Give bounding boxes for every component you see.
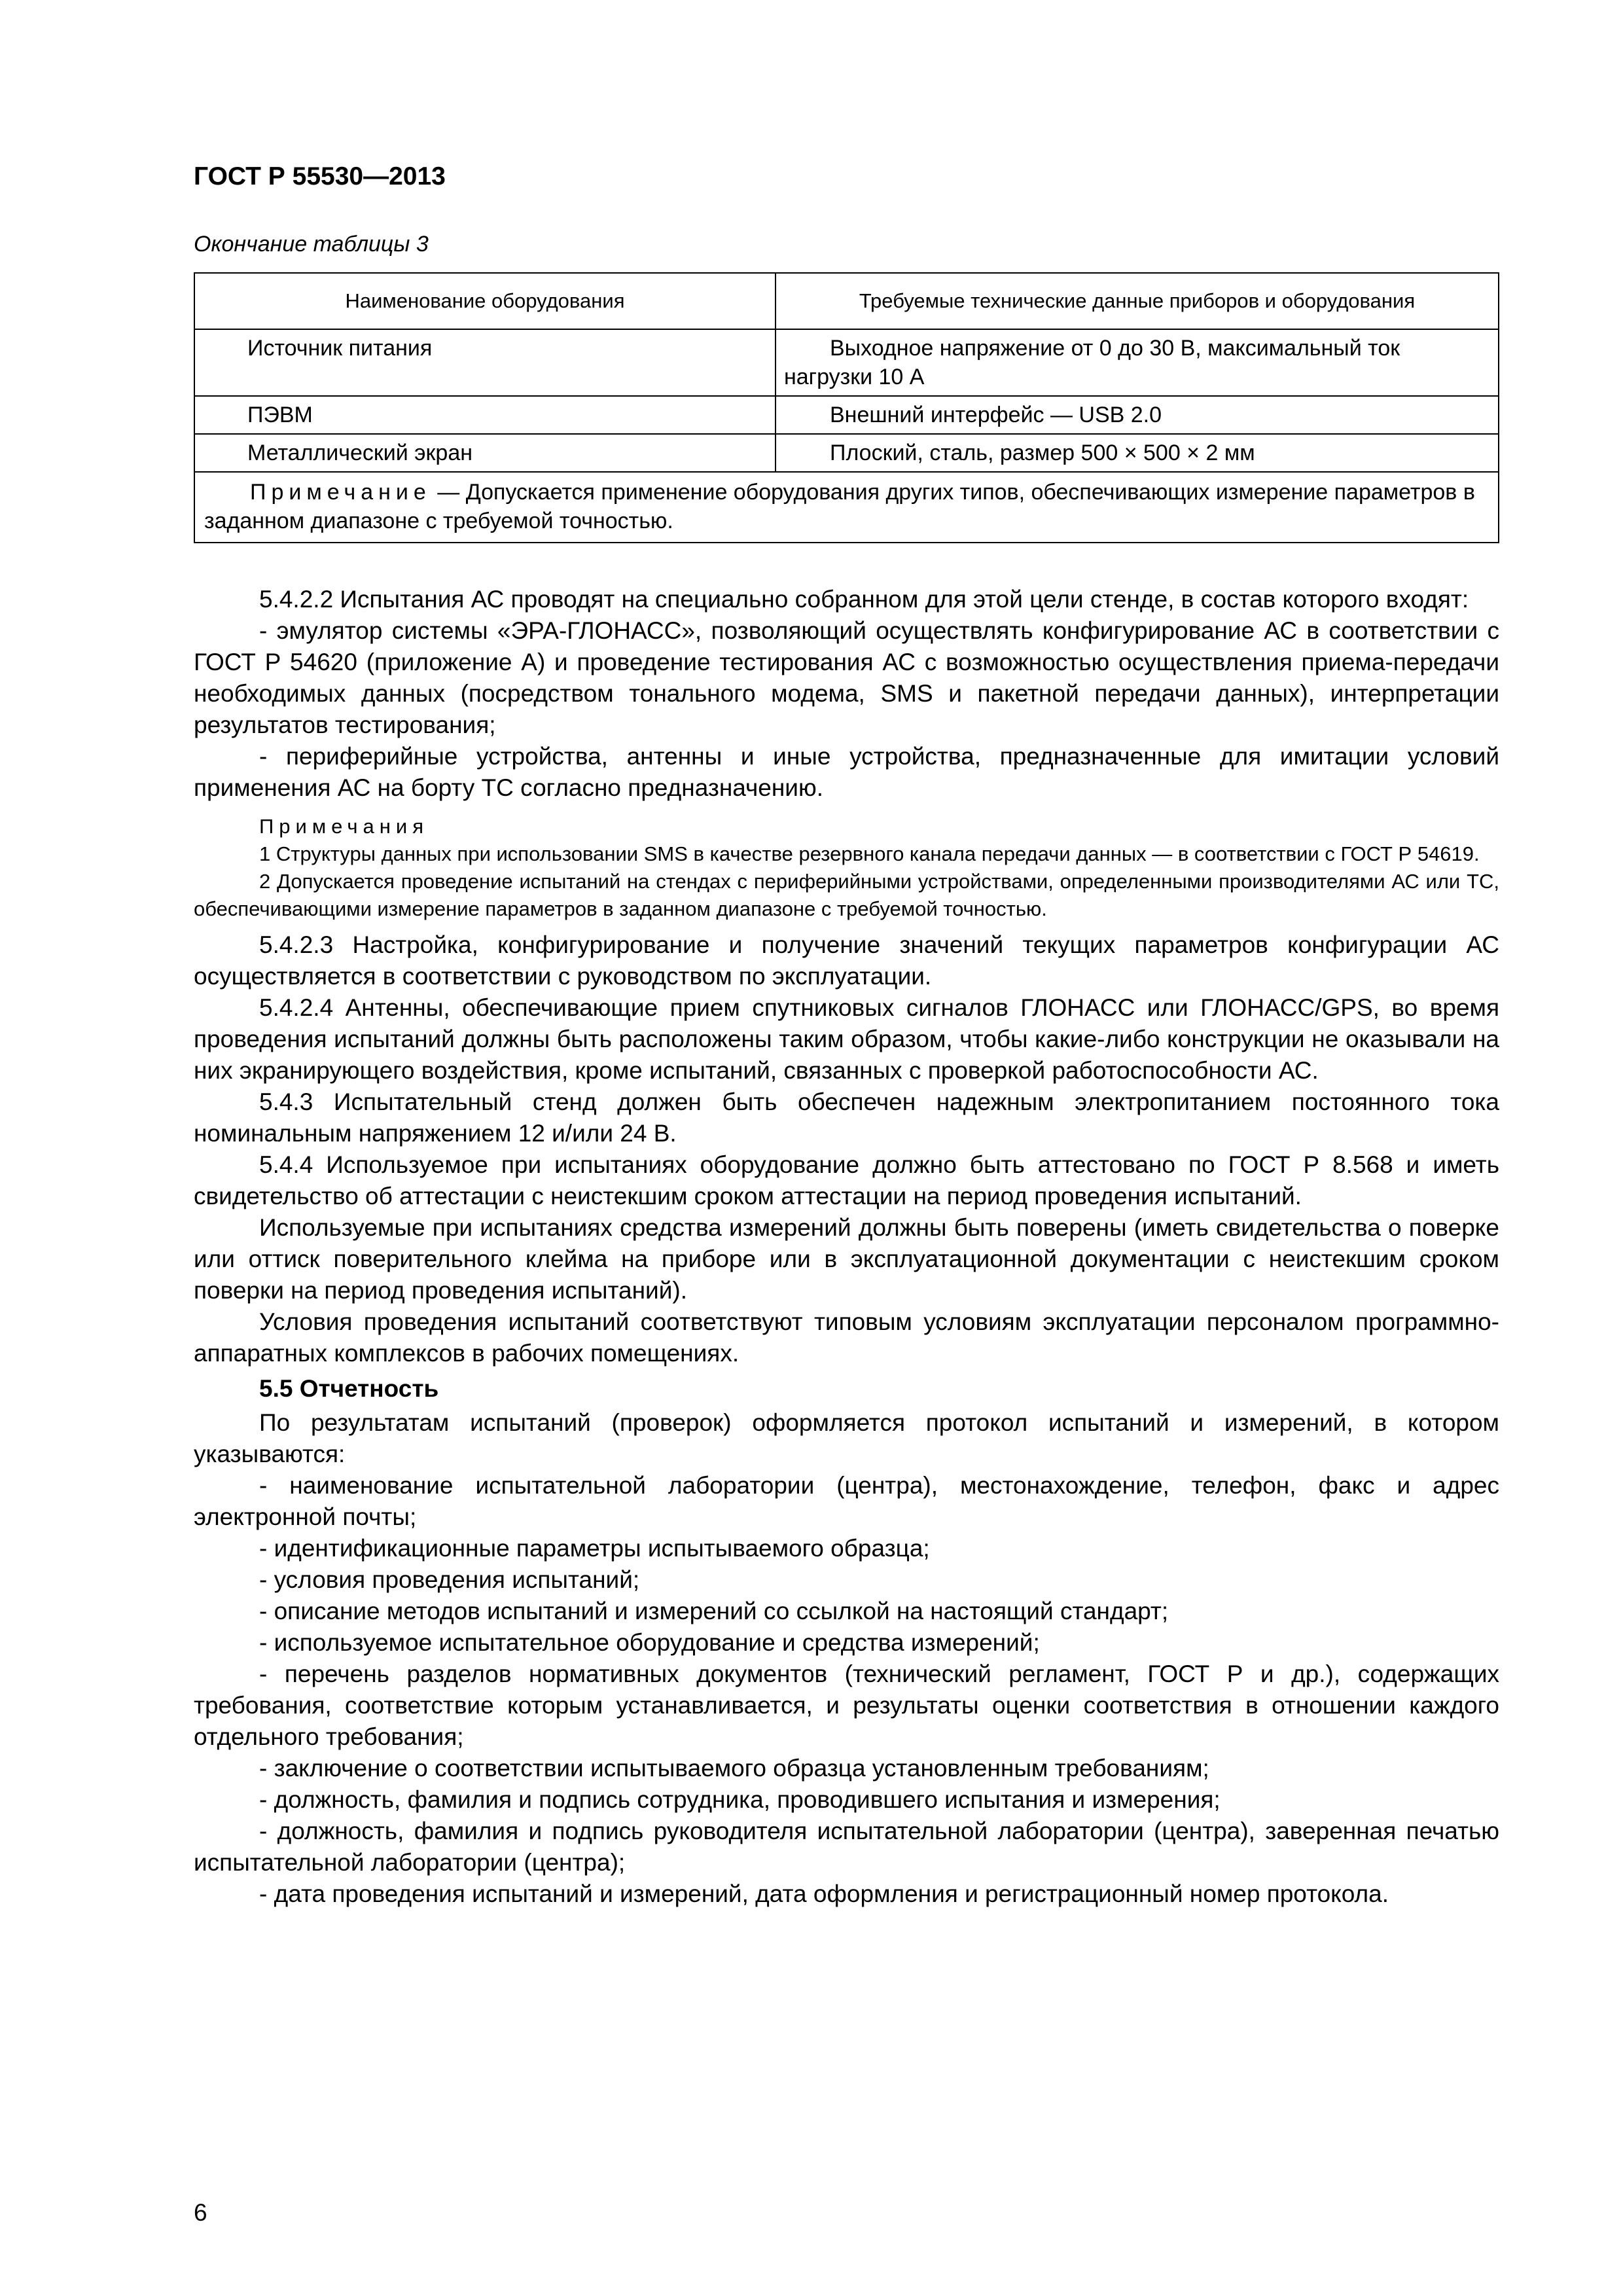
table-header-row	[194, 273, 1499, 329]
paragraph: 5.4.2.2 Испытания АС проводят на специально собранном для этой цели стенде, в состав которого входят:	[259, 586, 1469, 613]
list-item: - должность, фамилия и подпись сотрудника, проводившего испытания и измерения;	[259, 1786, 1221, 1813]
column-header-specs: Требуемые технические данные приборов и оборудования	[776, 273, 1499, 329]
spec-text: Выходное напряжение от 0 до 30 В, максимальный ток нагрузки 10 А	[784, 336, 1400, 389]
table-row	[194, 396, 1499, 434]
document-id-header: ГОСТ Р 55530—2013	[194, 162, 446, 190]
table-note-cell	[194, 472, 1499, 543]
list-item: - эмулятор системы «ЭРА-ГЛОНАСС», позволяющий осуществлять конфигурирование АС в соответствии с ГОСТ Р 54620 (приложение А) и проведение тестирования АС с возможностью осуществления приема-передачи необходимых данных (посредством тонального модема, SMS и пакетной передачи данных), интерпретации результатов тестирования;	[194, 617, 1499, 738]
note-item: 2 Допускается проведение испытаний на стендах с периферийными устройствами, определенными производителями АС или ТС, обеспечивающими измерение параметров в заданном диапазоне с требуемой точностью.	[194, 870, 1499, 920]
list-item: - перечень разделов нормативных документов (технический регламент, ГОСТ Р и др.), содержащих требования, соответствие которым устанавливается, и результаты оценки соответствия в отношении каждого отдельного требования;	[194, 1660, 1499, 1750]
equipment-spec-cell	[776, 329, 1499, 396]
equipment-table	[194, 272, 1499, 543]
list-item: - должность, фамилия и подпись руководителя испытательной лаборатории (центра), заверенная печатью испытательной лаборатории (центра);	[194, 1818, 1499, 1876]
spec-text: Плоский, сталь, размер 500 × 500 × 2 мм	[830, 440, 1255, 465]
list-item: - периферийные устройства, антенны и иные устройства, предназначенные для имитации условий применения АС на борту ТС согласно предназначению.	[194, 743, 1499, 801]
document-body	[194, 584, 1499, 1910]
list-item: - используемое испытательное оборудование и средства измерений;	[259, 1629, 1040, 1656]
paragraph: По результатам испытаний (проверок) оформляется протокол испытаний и измерений, в котором указываются:	[194, 1409, 1499, 1467]
table-note-row	[194, 472, 1499, 543]
equipment-spec-cell	[776, 396, 1499, 434]
paragraph: Условия проведения испытаний соответствуют типовым условиям эксплуатации персоналом программно-аппаратных комплексов в рабочих помещениях.	[194, 1308, 1499, 1367]
equipment-spec-cell	[776, 434, 1499, 472]
spec-text: Внешний интерфейс — USB 2.0	[830, 403, 1162, 427]
list-item: - описание методов испытаний и измерений со ссылкой на настоящий стандарт;	[259, 1598, 1169, 1624]
page-number: 6	[194, 2199, 207, 2226]
table-caption: Окончание таблицы 3	[194, 232, 429, 257]
notes-heading: Примечания	[259, 815, 429, 838]
paragraph: 5.4.3 Испытательный стенд должен быть обеспечен надежным электропитанием постоянного тока номинальным напряжением 12 и/или 24 В.	[194, 1088, 1499, 1147]
table-row	[194, 434, 1499, 472]
list-item: - заключение о соответствии испытываемого образца установленным требованиям;	[259, 1755, 1209, 1782]
note-label: Примечание	[250, 480, 431, 505]
note-item: 1 Структуры данных при использовании SMS в качестве резервного канала передачи данных — в соответствии с ГОСТ Р 54619.	[259, 842, 1480, 865]
column-header-equipment: Наименование оборудования	[194, 273, 776, 329]
table-row	[194, 329, 1499, 396]
equipment-name-cell: Металлический экран	[194, 434, 776, 472]
list-item: - наименование испытательной лаборатории (центра), местонахождение, телефон, факс и адрес электронной почты;	[194, 1472, 1499, 1530]
equipment-name-cell: Источник питания	[194, 329, 776, 396]
equipment-name-cell: ПЭВМ	[194, 396, 776, 434]
paragraph: 5.4.4 Используемое при испытаниях оборудование должно быть аттестовано по ГОСТ Р 8.568 и иметь свидетельство об аттестации с неистекшим сроком аттестации на период проведения испытаний.	[194, 1151, 1499, 1210]
section-heading: 5.5 Отчетность	[259, 1375, 439, 1402]
list-item: - идентификационные параметры испытываемого образца;	[259, 1535, 930, 1562]
paragraph: 5.4.2.4 Антенны, обеспечивающие прием спутниковых сигналов ГЛОНАСС или ГЛОНАСС/GPS, во время проведения испытаний должны быть расположены таким образом, чтобы какие-либо конструкции не оказывали на них экранирующего воздействия, кроме испытаний, связанных с проверкой работоспособности АС.	[194, 994, 1499, 1084]
list-item: - условия проведения испытаний;	[259, 1566, 640, 1593]
paragraph: 5.4.2.3 Настройка, конфигурирование и получение значений текущих параметров конфигурации АС осуществляется в соответствии с руководством по эксплуатации.	[194, 931, 1499, 990]
note-text: — Допускается применение оборудования других типов, обеспечивающих измерение параметров в заданном диапазоне с требуемой точностью.	[204, 480, 1475, 533]
paragraph: Используемые при испытаниях средства измерений должны быть поверены (иметь свидетельства о поверке или оттиск поверительного клейма на приборе или в эксплуатационной документации с неистекшим сроком поверки на период проведения испытаний).	[194, 1214, 1499, 1304]
list-item: - дата проведения испытаний и измерений, дата оформления и регистрационный номер протокола.	[259, 1880, 1389, 1907]
